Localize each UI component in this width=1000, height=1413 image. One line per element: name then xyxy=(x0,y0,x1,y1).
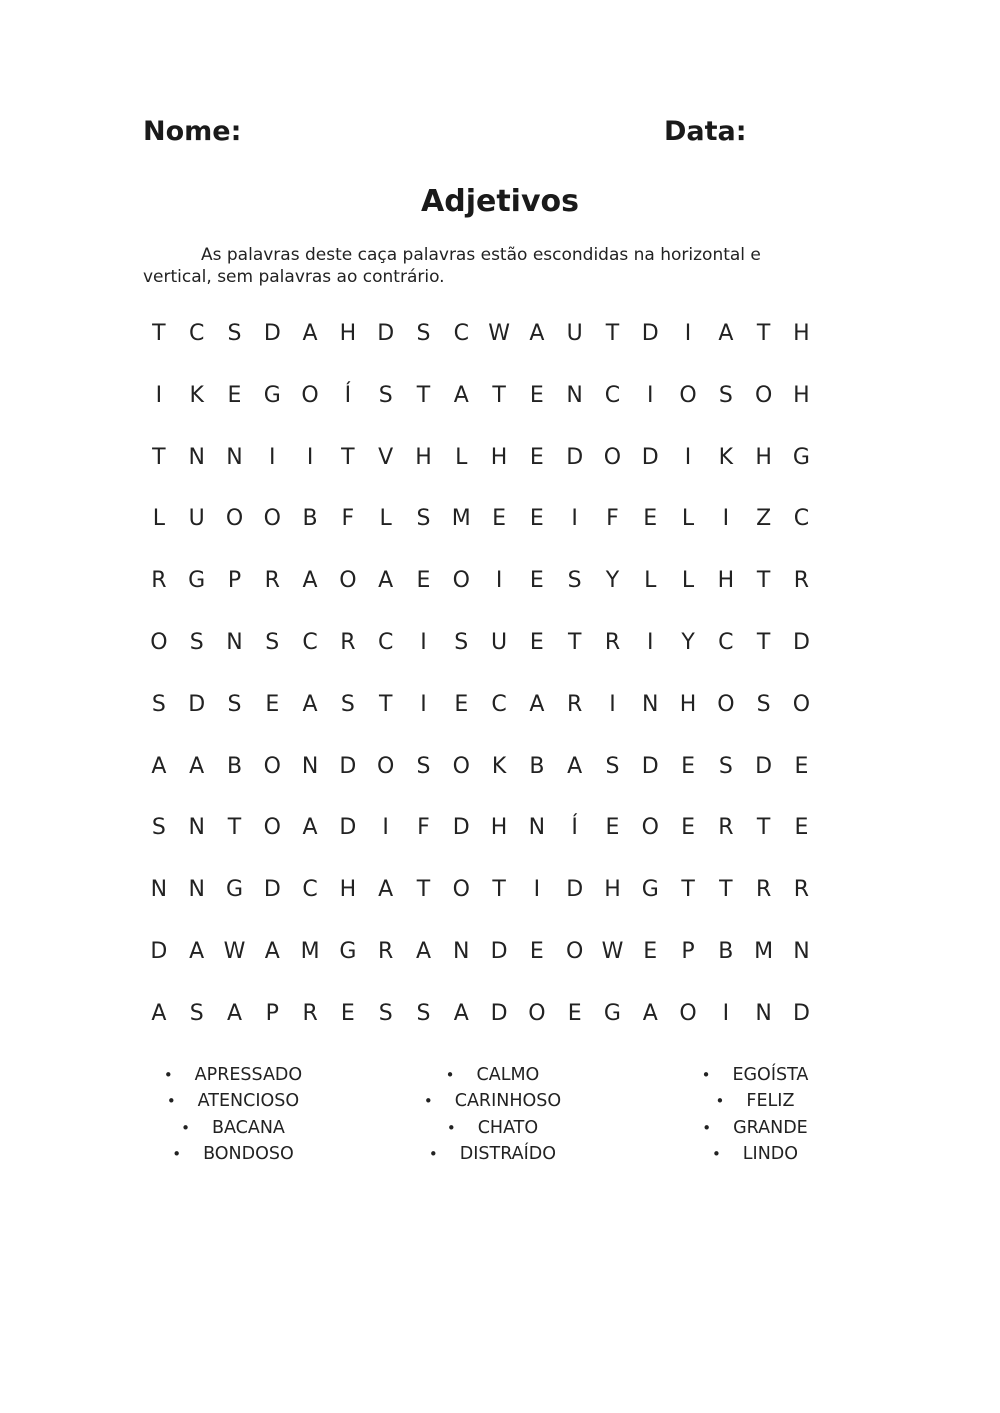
grid-letter[interactable]: O xyxy=(641,815,659,841)
grid-letter[interactable]: M xyxy=(300,938,320,964)
word-list-item: • EGOÍSTA xyxy=(680,1062,830,1088)
grid-letter[interactable]: A xyxy=(226,1000,243,1026)
word-list-item: • GRANDE xyxy=(680,1115,830,1141)
word-list-item: • BONDOSO xyxy=(148,1141,318,1167)
grid-letter[interactable]: O xyxy=(301,382,319,408)
grid-letter[interactable]: A xyxy=(302,815,318,841)
grid-letter[interactable]: Z xyxy=(756,506,772,532)
grid-letter[interactable]: Í xyxy=(571,815,578,841)
grid-letter[interactable]: E xyxy=(529,444,544,470)
grid-letter[interactable]: D xyxy=(755,753,773,779)
grid-letter[interactable]: S xyxy=(416,1000,431,1026)
grid-letter[interactable]: A xyxy=(453,382,469,408)
grid-letter[interactable]: I xyxy=(533,877,541,903)
grid-letter[interactable]: H xyxy=(604,877,621,903)
word-list-item: • LINDO xyxy=(680,1141,830,1167)
grid-letter[interactable]: E xyxy=(567,1000,582,1026)
grid-letter[interactable]: U xyxy=(491,629,508,655)
grid-letter[interactable]: G xyxy=(792,444,810,470)
grid-letter[interactable]: E xyxy=(681,815,695,841)
grid-letter[interactable]: S xyxy=(416,321,431,346)
grid-letter[interactable]: C xyxy=(491,691,507,717)
name-label: Nome: xyxy=(143,116,242,147)
grid-letter[interactable]: W xyxy=(488,321,510,346)
grid-letter[interactable]: D xyxy=(641,321,659,346)
grid-letter[interactable]: B xyxy=(529,753,545,779)
grid-letter[interactable]: S xyxy=(718,382,733,408)
grid-letter[interactable]: D xyxy=(566,444,584,470)
date-label: Data: xyxy=(664,116,747,147)
grid-letter[interactable]: A xyxy=(718,321,734,346)
grid-letter[interactable]: I xyxy=(382,815,389,841)
grid-letter[interactable]: G xyxy=(603,1000,621,1026)
grid-letter[interactable]: N xyxy=(755,1000,772,1026)
grid-letter[interactable]: S xyxy=(378,1000,393,1026)
grid-letter[interactable]: N xyxy=(226,629,243,655)
grid-letter[interactable]: O xyxy=(263,753,281,779)
grid-letter[interactable]: E xyxy=(529,506,544,532)
grid-letter[interactable]: D xyxy=(263,321,281,346)
word-list-column-1 xyxy=(148,1062,318,1167)
grid-letter[interactable]: O xyxy=(679,382,697,408)
grid-letter[interactable]: S xyxy=(416,753,431,779)
grid-letter[interactable]: P xyxy=(681,938,695,964)
grid-letter[interactable]: O xyxy=(717,691,735,717)
grid-letter[interactable]: D xyxy=(490,938,508,964)
grid-letter[interactable]: T xyxy=(756,629,771,655)
grid-letter[interactable]: L xyxy=(681,506,695,532)
grid-letter[interactable]: L xyxy=(379,506,392,532)
grid-letter[interactable]: G xyxy=(263,382,281,408)
grid-letter[interactable]: E xyxy=(416,568,431,594)
grid-letter[interactable]: T xyxy=(492,877,506,903)
word-list-item: • ATENCIOSO xyxy=(148,1088,318,1114)
grid-letter[interactable]: I xyxy=(306,444,314,470)
grid-letter[interactable]: D xyxy=(792,1000,810,1026)
grid-letter[interactable]: O xyxy=(679,1000,697,1026)
grid-letter[interactable]: R xyxy=(604,629,621,655)
grid-letter[interactable]: T xyxy=(152,321,166,346)
grid-letter[interactable]: D xyxy=(641,444,659,470)
grid-letter[interactable]: I xyxy=(269,444,276,470)
grid-letter[interactable]: O xyxy=(603,444,622,470)
grid-letter[interactable]: E xyxy=(529,629,544,655)
grid-letter[interactable]: N xyxy=(226,444,243,470)
grid-letter[interactable]: T xyxy=(756,568,771,594)
grid-letter[interactable]: O xyxy=(263,506,281,532)
grid-letter[interactable]: T xyxy=(416,382,431,408)
grid-letter[interactable]: U xyxy=(188,506,205,532)
grid-letter[interactable]: T xyxy=(681,877,695,903)
grid-letter[interactable]: R xyxy=(718,815,734,841)
grid-letter[interactable]: O xyxy=(452,753,470,779)
grid-letter[interactable]: A xyxy=(415,938,431,964)
grid-letter[interactable]: C xyxy=(718,629,734,655)
grid-letter[interactable]: T xyxy=(756,321,771,346)
grid-letter[interactable]: I xyxy=(684,444,692,470)
grid-letter[interactable]: O xyxy=(377,753,395,779)
grid-letter[interactable]: I xyxy=(722,1000,730,1026)
grid-letter[interactable]: A xyxy=(642,1000,658,1026)
grid-letter[interactable]: E xyxy=(681,753,695,779)
grid-letter[interactable]: D xyxy=(263,877,281,903)
grid-letter[interactable]: H xyxy=(490,444,508,470)
grid-letter[interactable]: R xyxy=(340,629,356,655)
grid-letter[interactable]: L xyxy=(152,506,166,532)
grid-letter[interactable]: N xyxy=(188,877,205,903)
grid-letter[interactable]: F xyxy=(341,506,355,532)
grid-letter[interactable]: I xyxy=(647,382,654,408)
grid-letter[interactable]: A xyxy=(567,753,583,779)
grid-letter[interactable]: A xyxy=(302,691,318,717)
grid-letter[interactable]: O xyxy=(754,382,773,408)
grid-letter[interactable]: H xyxy=(793,321,810,346)
grid-letter[interactable]: T xyxy=(416,877,431,903)
grid-letter[interactable]: A xyxy=(151,1000,167,1026)
grid-letter[interactable]: I xyxy=(420,691,427,717)
grid-letter[interactable]: A xyxy=(378,568,394,594)
grid-letter[interactable]: O xyxy=(528,1000,546,1026)
grid-letter[interactable]: E xyxy=(529,568,544,594)
grid-letter[interactable]: W xyxy=(223,938,246,964)
grid-letter[interactable]: R xyxy=(793,877,810,903)
grid-letter[interactable]: T xyxy=(152,444,166,470)
grid-letter[interactable]: T xyxy=(567,629,582,655)
grid-letter[interactable]: P xyxy=(227,568,242,594)
grid-letter[interactable]: G xyxy=(641,877,659,903)
grid-letter[interactable]: R xyxy=(264,568,280,594)
grid-letter[interactable]: I xyxy=(722,506,730,532)
grid-letter[interactable]: O xyxy=(150,629,168,655)
grid-letter[interactable]: O xyxy=(566,938,584,964)
grid-letter[interactable]: T xyxy=(756,815,771,841)
grid-letter[interactable]: H xyxy=(490,815,508,841)
grid-letter[interactable]: L xyxy=(455,444,468,470)
grid-letter[interactable]: O xyxy=(225,506,244,532)
grid-letter[interactable]: F xyxy=(417,815,430,841)
grid-letter[interactable]: E xyxy=(643,506,658,532)
grid-letter[interactable]: N xyxy=(528,815,546,841)
grid-letter[interactable]: R xyxy=(567,691,583,717)
grid-letter[interactable]: S xyxy=(151,691,166,717)
grid-letter[interactable]: M xyxy=(754,938,774,964)
grid-letter[interactable]: S xyxy=(416,506,431,532)
grid-letter[interactable]: T xyxy=(605,321,620,346)
grid-letter[interactable]: A xyxy=(378,877,394,903)
grid-letter[interactable]: L xyxy=(681,568,695,594)
grid-letter[interactable]: S xyxy=(189,1000,204,1026)
grid-letter[interactable]: A xyxy=(529,321,545,346)
grid-letter[interactable]: D xyxy=(377,321,395,346)
grid-letter[interactable]: D xyxy=(339,815,357,841)
grid-letter[interactable]: D xyxy=(641,753,659,779)
grid-letter[interactable]: T xyxy=(341,444,355,470)
grid-letter[interactable]: D xyxy=(452,815,470,841)
grid-letter[interactable]: G xyxy=(188,568,206,594)
grid-letter[interactable]: N xyxy=(188,815,205,841)
grid-letter[interactable]: I xyxy=(609,691,616,717)
grid-letter[interactable]: A xyxy=(189,938,205,964)
grid-letter[interactable]: N xyxy=(642,691,659,717)
grid-letter[interactable]: H xyxy=(717,568,735,594)
grid-letter[interactable]: I xyxy=(495,568,503,594)
grid-letter[interactable]: O xyxy=(792,691,811,717)
grid-letter[interactable]: T xyxy=(719,877,733,903)
grid-letter[interactable]: H xyxy=(339,321,357,346)
grid-letter[interactable]: Í xyxy=(344,382,352,408)
grid-letter[interactable]: I xyxy=(155,382,163,408)
word-list-item: • CHATO xyxy=(405,1115,580,1141)
grid-letter[interactable]: C xyxy=(377,629,394,655)
grid-letter[interactable]: D xyxy=(150,938,168,964)
grid-letter[interactable]: N xyxy=(453,938,470,964)
grid-letter[interactable]: T xyxy=(227,815,242,841)
grid-letter[interactable]: W xyxy=(601,938,624,964)
grid-letter[interactable]: D xyxy=(188,691,206,717)
grid-letter[interactable]: O xyxy=(452,568,470,594)
grid-letter[interactable]: E xyxy=(605,815,620,841)
grid-letter[interactable]: A xyxy=(302,321,318,346)
grid-letter[interactable]: Y xyxy=(681,629,695,655)
grid-letter[interactable]: E xyxy=(643,938,658,964)
grid-letter[interactable]: E xyxy=(454,691,469,717)
grid-letter[interactable]: S xyxy=(454,629,469,655)
grid-letter[interactable]: S xyxy=(151,815,166,841)
word-list-item: • CARINHOSO xyxy=(405,1088,580,1114)
grid-letter[interactable]: C xyxy=(604,382,621,408)
grid-letter[interactable]: E xyxy=(492,506,507,532)
grid-letter[interactable]: G xyxy=(339,938,357,964)
grid-letter[interactable]: U xyxy=(566,321,583,346)
grid-letter[interactable]: E xyxy=(265,691,280,717)
grid-letter[interactable]: K xyxy=(718,444,734,470)
word-list-item: • BACANA xyxy=(148,1115,318,1141)
grid-letter[interactable]: S xyxy=(265,629,280,655)
grid-letter[interactable]: A xyxy=(264,938,280,964)
grid-letter[interactable]: G xyxy=(225,877,244,903)
grid-letter[interactable]: C xyxy=(302,629,318,655)
grid-letter[interactable]: H xyxy=(415,444,432,470)
word-list-item: • DISTRAÍDO xyxy=(405,1141,580,1167)
grid-letter[interactable]: H xyxy=(339,877,357,903)
grid-letter[interactable]: N xyxy=(793,938,810,964)
grid-letter[interactable]: S xyxy=(756,691,771,717)
grid-letter[interactable]: S xyxy=(718,753,733,779)
grid-letter[interactable]: C xyxy=(453,321,469,346)
grid-letter[interactable]: O xyxy=(452,877,470,903)
grid-letter[interactable]: E xyxy=(227,382,242,408)
grid-letter[interactable]: A xyxy=(302,568,318,594)
grid-letter[interactable]: R xyxy=(302,1000,318,1026)
grid-letter[interactable]: K xyxy=(491,753,507,779)
page-title: Adjetivos xyxy=(421,184,579,219)
grid-letter[interactable]: R xyxy=(793,568,810,594)
grid-letter[interactable]: I xyxy=(420,629,427,655)
grid-letter[interactable]: T xyxy=(378,691,393,717)
word-list-column-3 xyxy=(680,1062,830,1167)
grid-letter[interactable]: C xyxy=(793,506,810,532)
grid-letter[interactable]: N xyxy=(566,382,583,408)
instructions-text: As palavras deste caça palavras estão escondidas na horizontal e vertical, sem palavras ao contrário. xyxy=(143,245,761,287)
grid-letter[interactable]: R xyxy=(151,568,167,594)
grid-letter[interactable]: H xyxy=(755,444,772,470)
grid-letter[interactable]: S xyxy=(340,691,355,717)
word-list-column-2 xyxy=(405,1062,580,1167)
grid-letter[interactable]: A xyxy=(151,753,167,779)
word-search-grid xyxy=(140,314,820,1056)
word-list-item: • FELIZ xyxy=(680,1088,830,1114)
grid-letter[interactable]: S xyxy=(227,321,242,346)
grid-letter[interactable]: L xyxy=(644,568,657,594)
grid-letter[interactable]: E xyxy=(794,753,809,779)
grid-letter[interactable]: Y xyxy=(605,568,620,594)
grid-letter[interactable]: H xyxy=(793,382,810,408)
grid-letter[interactable]: S xyxy=(605,753,620,779)
grid-letter[interactable]: N xyxy=(301,753,319,779)
grid-letter[interactable]: D xyxy=(490,1000,508,1026)
grid-letter[interactable]: S xyxy=(378,382,393,408)
grid-letter[interactable]: A xyxy=(453,1000,469,1026)
grid-letter[interactable]: O xyxy=(339,568,357,594)
grid-letter[interactable]: D xyxy=(566,877,584,903)
grid-letter[interactable]: S xyxy=(189,629,204,655)
grid-letter[interactable]: H xyxy=(679,691,697,717)
word-list-item: • APRESSADO xyxy=(148,1062,318,1088)
grid-letter[interactable]: A xyxy=(189,753,205,779)
grid-letter[interactable]: E xyxy=(340,1000,355,1026)
grid-letter[interactable]: E xyxy=(529,382,544,408)
grid-letter[interactable]: N xyxy=(150,877,168,903)
grid-letter[interactable]: B xyxy=(302,506,318,532)
grid-letter[interactable]: A xyxy=(529,691,545,717)
grid-letter[interactable]: P xyxy=(265,1000,279,1026)
grid-letter[interactable]: S xyxy=(567,568,582,594)
grid-letter[interactable]: V xyxy=(378,444,394,470)
grid-letter[interactable]: C xyxy=(189,321,205,346)
grid-letter[interactable]: R xyxy=(378,938,394,964)
grid-letter[interactable]: I xyxy=(684,321,692,346)
grid-letter[interactable]: I xyxy=(647,629,654,655)
grid-letter[interactable]: E xyxy=(794,815,809,841)
grid-letter[interactable]: O xyxy=(263,815,281,841)
grid-letter[interactable]: F xyxy=(606,506,619,532)
grid-letter[interactable]: T xyxy=(492,382,506,408)
grid-letter[interactable]: N xyxy=(188,444,205,470)
grid-letter[interactable]: D xyxy=(792,629,810,655)
grid-letter[interactable]: D xyxy=(339,753,357,779)
grid-letter[interactable]: I xyxy=(571,506,578,532)
grid-letter[interactable]: S xyxy=(227,691,242,717)
grid-letter[interactable]: R xyxy=(756,877,772,903)
grid-letter[interactable]: B xyxy=(718,938,734,964)
word-list-item: • CALMO xyxy=(405,1062,580,1088)
grid-letter[interactable]: B xyxy=(226,753,243,779)
grid-letter[interactable]: C xyxy=(302,877,318,903)
grid-letter[interactable]: M xyxy=(451,506,471,532)
grid-letter[interactable]: E xyxy=(529,938,544,964)
grid-letter[interactable]: K xyxy=(189,382,204,408)
